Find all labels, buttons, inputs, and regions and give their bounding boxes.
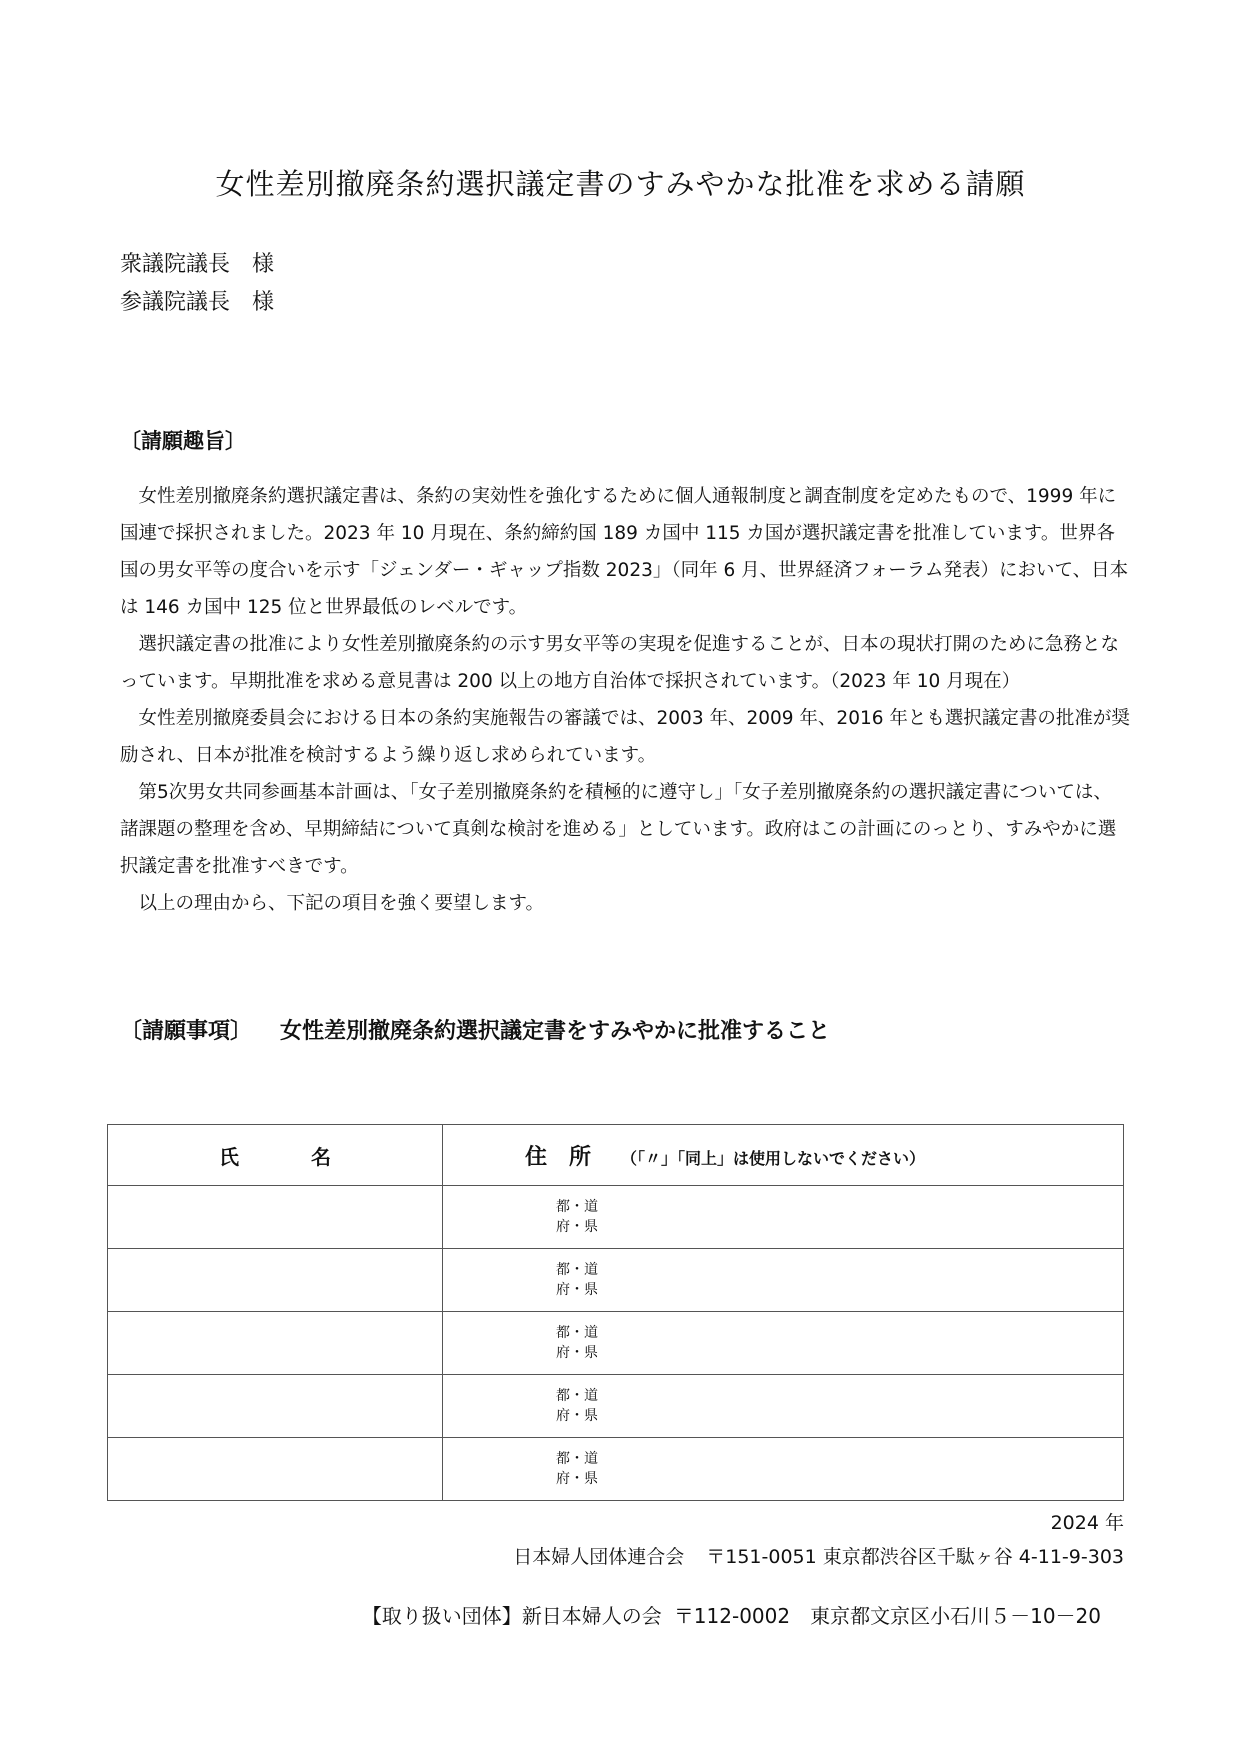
table-row — [108, 1312, 1124, 1375]
prefecture-label: 都・道 府・県 — [556, 1262, 598, 1298]
handler-name: 新日本婦人の会 — [521, 1604, 662, 1628]
address-cell[interactable] — [443, 1312, 1124, 1375]
prefecture-label: 都・道 府・県 — [556, 1451, 598, 1487]
name-cell[interactable] — [108, 1312, 443, 1375]
table-header-row — [108, 1125, 1124, 1186]
name-column-header: 氏名 — [108, 1125, 443, 1186]
address-cell[interactable] — [443, 1438, 1124, 1501]
paragraph: 女性差別撤廃条約選択議定書は、条約の実効性を強化するために個人通報制度と調査制度を定めたもので、1999 年に国連で採択されました。2023 年 10 月現在、条約締約国 189 カ国中 115 カ国が選択議定書を批准しています。世界各国の男女平等の度合いを示す「ジェンダー・ギャップ指数 2023」（同年 6 月、世界経済フォーラム発表）において、日本は 146 カ国中 125 位と世界最低のレベルです。 — [120, 486, 1129, 618]
address-cell[interactable] — [443, 1249, 1124, 1312]
address-column-header — [443, 1125, 1124, 1186]
table-row — [108, 1186, 1124, 1249]
paragraph: 女性差別撤廃委員会における日本の条約実施報告の審議では、2003 年、2009 年、2016 年とも選択議定書の批准が奨励され、日本が批准を検討するよう繰り返し求められています。 — [120, 708, 1130, 766]
organization-address: 〒151-0051 東京都渋谷区千駄ヶ谷 4-11-9-303 — [706, 1546, 1124, 1568]
request-heading: 〔請願事項〕 — [120, 1019, 253, 1044]
name-cell[interactable] — [108, 1375, 443, 1438]
address-header-label: 住所 — [525, 1144, 614, 1170]
name-cell[interactable] — [108, 1249, 443, 1312]
name-cell[interactable] — [108, 1186, 443, 1249]
document-title: 女性差別撤廃条約選択議定書のすみやかな批准を求める請願 — [215, 167, 1026, 201]
organization-line — [513, 1542, 1124, 1569]
paragraph: 選択議定書の批准により女性差別撤廃条約の示す男女平等の実現を促進することが、日本の現状打開のために急務となっています。早期批准を求める意見書は 200 以上の地方自治体で採択されています。（2023 年 10 月現在） — [120, 634, 1120, 692]
purpose-body — [120, 478, 1130, 922]
paragraph: 第5次男女共同参画基本計画は、「女子差別撤廃条約を積極的に遵守し」「女子差別撤廃条約の選択議定書については、諸課題の整理を含め、早期締結について真剣な検討を進める」としています。政府はこの計画にのっとり、すみやかに選択議定書を批准すべきです。 — [120, 782, 1117, 877]
handler-label: 【取り扱い団体】 — [361, 1604, 522, 1628]
table-row — [108, 1249, 1124, 1312]
address-cell[interactable] — [443, 1375, 1124, 1438]
table-row — [108, 1438, 1124, 1501]
addressee-house-of-representatives: 衆議院議長 様 — [120, 252, 275, 277]
prefecture-label: 都・道 府・県 — [556, 1388, 598, 1424]
prefecture-label: 都・道 府・県 — [556, 1199, 598, 1235]
request-line — [120, 1014, 830, 1045]
prefecture-label: 都・道 府・県 — [556, 1325, 598, 1361]
name-cell[interactable] — [108, 1438, 443, 1501]
purpose-heading: 〔請願趣旨〕 — [120, 429, 246, 453]
signature-table — [107, 1124, 1124, 1501]
handler-line — [362, 1600, 1101, 1629]
addressee-house-of-councillors: 参議院議長 様 — [120, 290, 275, 315]
address-header-note: （「〃」「同上」は使用しないでください） — [621, 1148, 926, 1168]
paragraph: 以上の理由から、下記の項目を強く要望します。 — [138, 893, 545, 914]
table-row — [108, 1375, 1124, 1438]
request-text: 女性差別撤廃条約選択議定書をすみやかに批准すること — [280, 1019, 831, 1044]
handler-address: 〒112-0002 東京都文京区小石川５－10－20 — [673, 1604, 1101, 1628]
organization-name: 日本婦人団体連合会 — [513, 1546, 685, 1568]
submission-year: 2024 年 — [1050, 1512, 1124, 1534]
address-cell[interactable] — [443, 1186, 1124, 1249]
